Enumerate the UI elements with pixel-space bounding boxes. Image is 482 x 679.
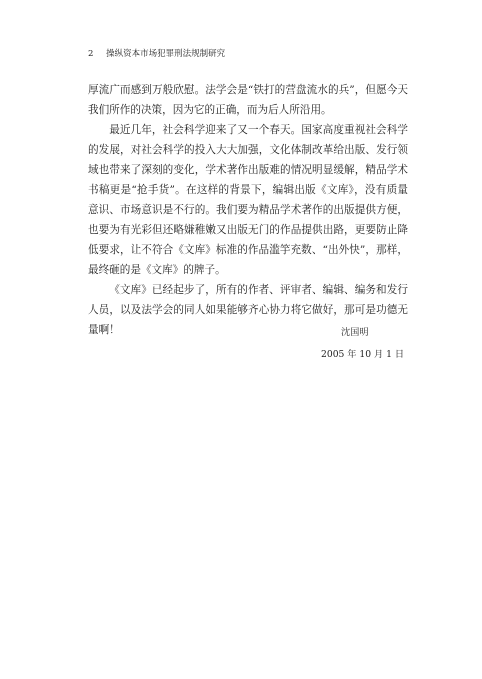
signature-date: 2005 年 10 月 1 日 [321,349,405,360]
book-title: 操纵资本市场犯罪刑法规制研究 [106,49,226,59]
paragraph: 《文库》已经起步了，所有的作者、评审者、编辑、编务和发行人员，以及法学会的同人如果能够齐心协力将它做好，那可是功德无量啊！ [88,284,408,336]
page-number: 2 [88,49,94,59]
paragraph-continuation: 厚流广而感到万般欣慰。法学会是“铁打的营盘流水的兵”，但愿今天我们所作的决策，因为它的正确，而为后人所沿用。 [88,84,408,116]
signature-author: 沈国明 [341,327,369,338]
paragraph: 最近几年，社会科学迎来了又一个春天。国家高度重视社会科学的发展，对社会科学的投入大大加强，文化体制改革给出版、发行领域也带来了深刻的变化，学术著作出版难的情况明显缓解，精品学术书稿更是“抢手货”。在这样的背景下，编辑出版《文库》，没有质量意识、市场意识是不行的。我们要为精品学术著作的出版提供方便，也要为有光彩但还略嫌稚嫩又出版无门的作品提供出路，更要防止降低要求，让不符合《文库》标准的作品滥竽充数、“出外快”，那样，最终砸的是《文库》的牌子。 [88,124,408,276]
body-text [88,80,408,340]
running-header [88,47,225,59]
signature-block [300,322,420,366]
